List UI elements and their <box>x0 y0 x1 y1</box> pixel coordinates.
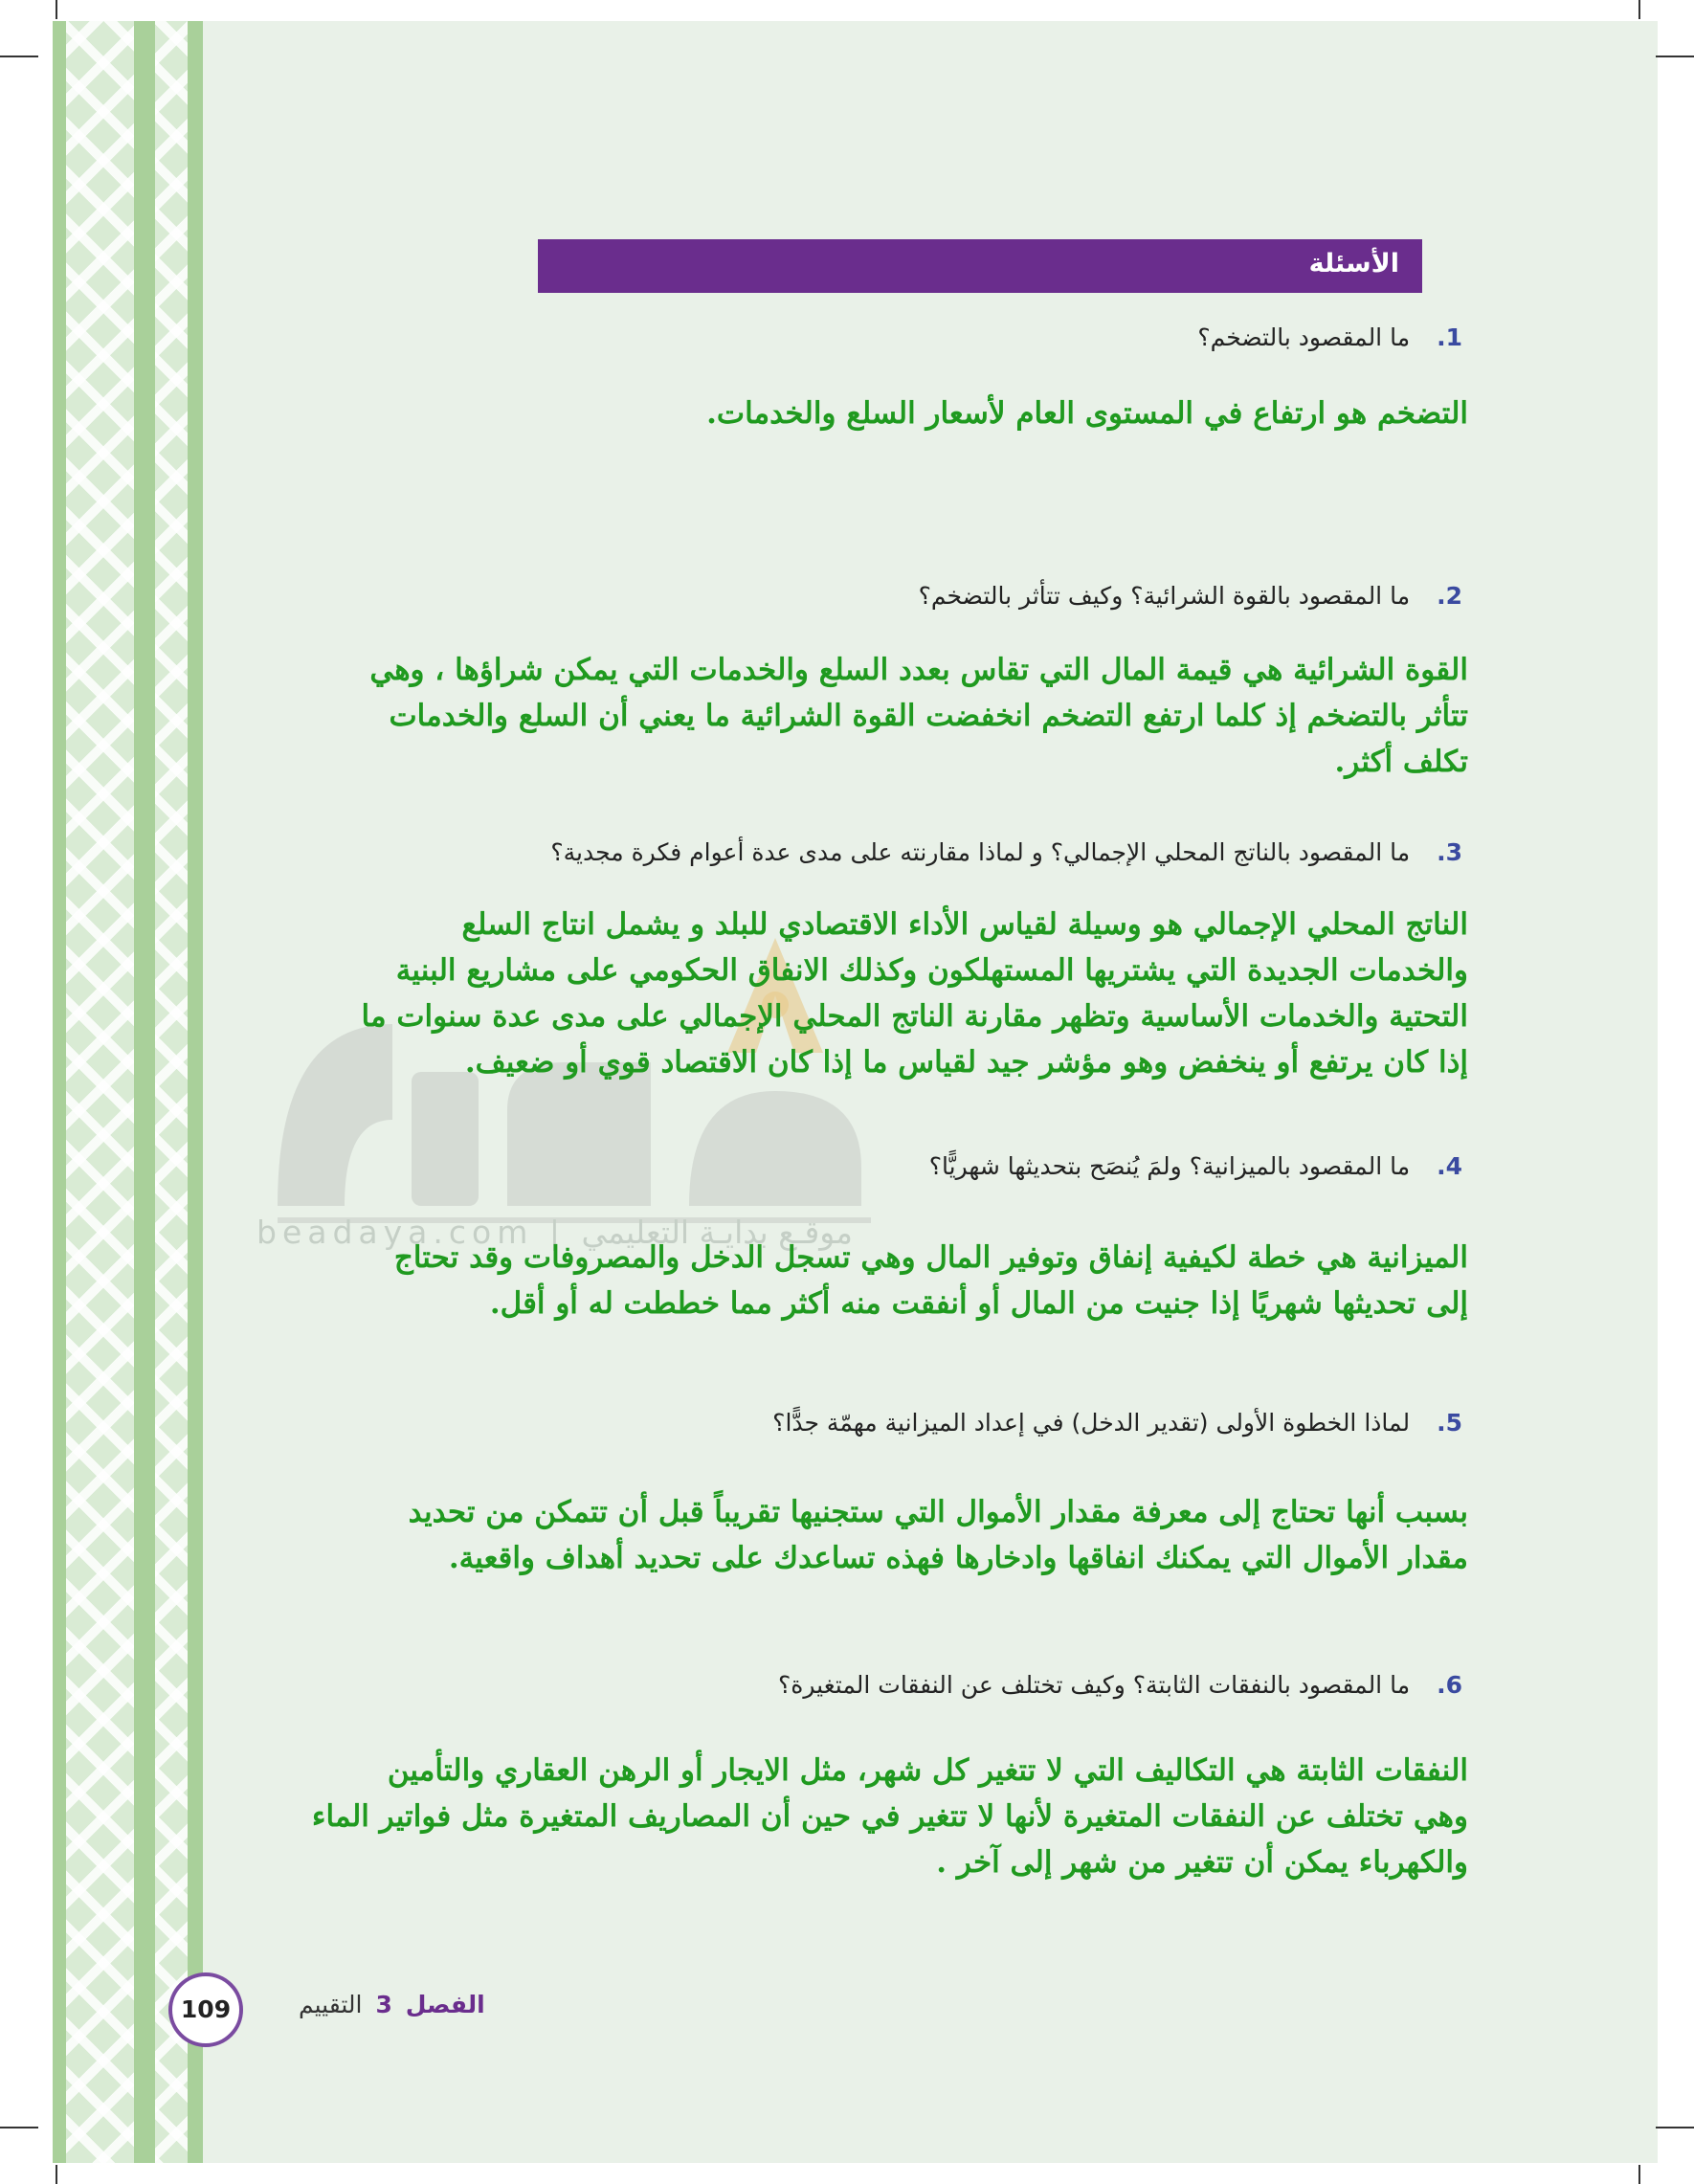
answer-line: التضخم هو ارتفاع في المستوى العام لأسعار السلع والخدمات. <box>706 396 1468 431</box>
answer-line: تتأثر بالتضخم إذ كلما ارتفع التضخم انخفضت القوة الشرائية ما يعني أن السلع والخدمات <box>389 699 1468 733</box>
answer-6 <box>312 1748 1468 1885</box>
chapter-label: الفصل <box>405 1991 485 2018</box>
footer-chapter <box>299 1991 485 2018</box>
answer-line: الناتج المحلي الإجمالي هو وسيلة لقياس الأداء الاقتصادي للبلد و يشمل انتاج السلع <box>461 907 1468 942</box>
question-text: ما المقصود بالنفقات الثابتة؟ وكيف تختلف عن النفقات المتغيرة؟ <box>778 1671 1411 1699</box>
question-number: 2. <box>1437 582 1462 610</box>
border-stripe <box>188 21 203 2163</box>
page-number: 109 <box>168 1972 243 2047</box>
answer-line: إذا كان يرتفع أو ينخفض وهو مؤشر جيد لقياس ما إذا كان الاقتصاد قوي أو ضعيف. <box>464 1045 1468 1080</box>
decorative-border <box>53 21 203 2163</box>
question-3 <box>550 838 1462 866</box>
crop-mark <box>0 2127 38 2128</box>
questions-header <box>538 239 1422 293</box>
answer-5 <box>409 1489 1468 1581</box>
answer-line: التحتية والخدمات الأساسية وتظهر مقارنة الناتج المحلي الإجمالي على مدى عدة سنوات ما <box>361 999 1468 1034</box>
chapter-number: 3 <box>375 1991 392 2018</box>
question-text: ما المقصود بالقوة الشرائية؟ وكيف تتأثر بالتضخم؟ <box>918 582 1411 610</box>
question-1 <box>1197 323 1462 351</box>
question-number: 6. <box>1437 1671 1462 1699</box>
section-title: التقييم <box>299 1991 363 2018</box>
answer-line: النفقات الثابتة هي التكاليف التي لا تتغير كل شهر، مثل الايجار أو الرهن العقاري والتأمين <box>387 1753 1468 1788</box>
border-stripe <box>53 21 66 2163</box>
answer-line: مقدار الأموال التي يمكنك انفاقها وادخارها فهذه تساعدك على تحديد أهداف واقعية. <box>448 1541 1468 1575</box>
question-number: 1. <box>1437 323 1462 351</box>
answer-line: القوة الشرائية هي قيمة المال التي تقاس بعدد السلع والخدمات التي يمكن شراؤها ، وهي <box>369 653 1468 687</box>
crop-mark <box>56 0 57 19</box>
crop-mark <box>56 2165 57 2184</box>
border-stripe <box>134 21 155 2163</box>
answer-line: بسبب أنها تحتاج إلى معرفة مقدار الأموال التي ستجنيها تقريباً قبل أن تتمكن من تحديد <box>408 1495 1468 1529</box>
answer-line: وهي تختلف عن النفقات المتغيرة لأنها لا تتغير في حين أن المصاريف المتغيرة مثل فواتير الماء <box>311 1799 1468 1834</box>
crop-mark <box>1656 56 1694 57</box>
question-text: ما المقصود بالميزانية؟ ولمَ يُنصَح بتحديثها شهريًّا؟ <box>928 1152 1411 1180</box>
crop-mark <box>1656 2127 1694 2128</box>
answer-line: تكلف أكثر. <box>1334 745 1468 779</box>
watermark-text: beadaya.com | موقـع بدايـة التعليمي <box>256 1214 853 1251</box>
crop-mark <box>1638 0 1640 19</box>
question-2 <box>919 582 1462 610</box>
question-number: 5. <box>1437 1409 1462 1437</box>
question-text: ما المقصود بالتضخم؟ <box>1197 323 1411 351</box>
question-text: ما المقصود بالناتج المحلي الإجمالي؟ و لماذا مقارنته على مدى عدة أعوام فكرة مجدية؟ <box>550 838 1411 866</box>
answer-3 <box>362 902 1468 1085</box>
answer-1 <box>706 390 1468 436</box>
answer-2 <box>369 647 1468 785</box>
question-6 <box>778 1671 1462 1699</box>
crop-mark <box>1638 2165 1640 2184</box>
question-4 <box>929 1152 1462 1180</box>
question-number: 4. <box>1437 1152 1462 1180</box>
answer-line: الميزانية هي خطة لكيفية إنفاق وتوفير المال وهي تسجل الدخل والمصروفات وقد تحتاج <box>393 1240 1468 1275</box>
header-title: الأسئلة <box>1308 249 1399 279</box>
answer-line: والخدمات الجديدة التي يشتريها المستهلكون وكذلك الانفاق الحكومي على مشاريع البنية <box>395 953 1468 988</box>
question-5 <box>772 1409 1462 1437</box>
answer-line: والكهرباء يمكن أن تتغير من شهر إلى آخر . <box>936 1845 1468 1880</box>
question-text: لماذا الخطوة الأولى (تقدير الدخل) في إعداد الميزانية مهمّة جدًّا؟ <box>772 1409 1411 1437</box>
crop-mark <box>0 56 38 57</box>
question-number: 3. <box>1437 838 1462 866</box>
answer-4 <box>394 1235 1468 1326</box>
answer-line: إلى تحديثها شهريًا إذا جنيت من المال أو أنفقت منه أكثر مما خططت له أو أقل. <box>489 1286 1468 1321</box>
